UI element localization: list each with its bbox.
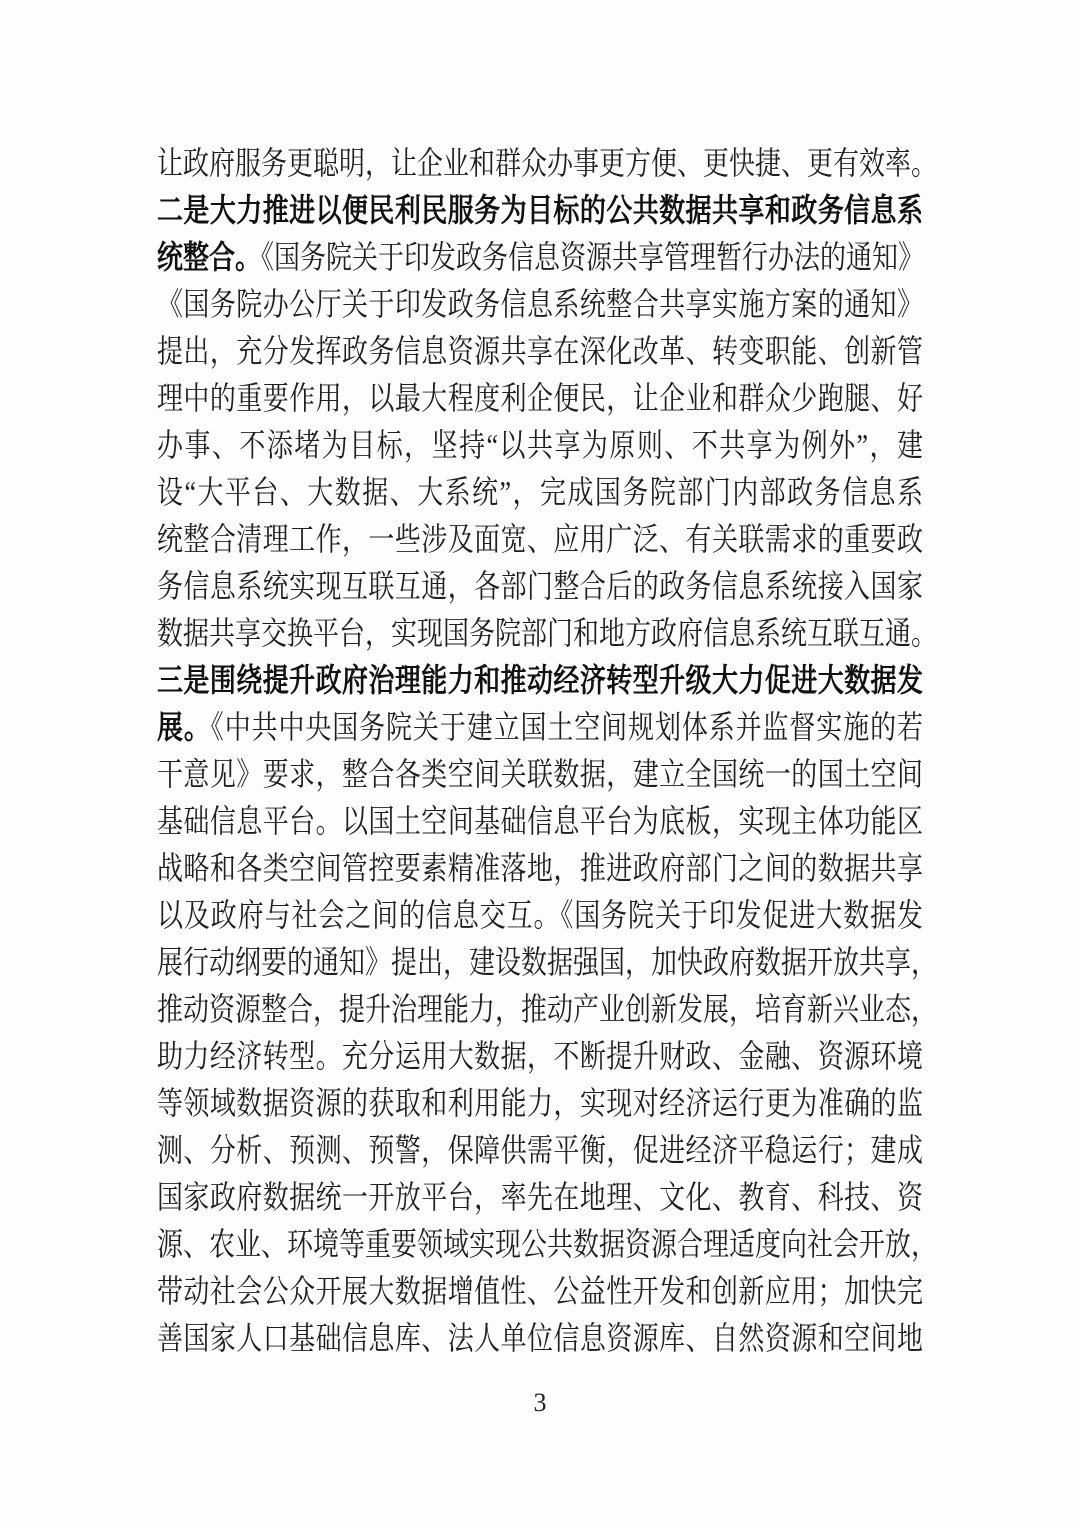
body-text-run: 干意见》要求，整合各类空间关联数据，建立全国统一的国土空间 [157,756,923,793]
body-text-run: 国家政府数据统一开放平台，率先在地理、文化、教育、科技、资 [157,1179,923,1216]
text-line [157,1310,923,1367]
body-text-run: 测、分析、预测、预警，保障供需平衡，促进经济平稳运行；建成 [157,1132,923,1169]
body-text-run: 等领域数据资源的获取和利用能力，实现对经济运行更为准确的监 [157,1085,923,1122]
body-text-run: 推动资源整合，提升治理能力，推动产业创新发展，培育新兴业态， [157,991,938,1028]
body-text-run: 基础信息平台。以国土空间基础信息平台为底板，实现主体功能区 [157,803,923,840]
body-text-run: 统整合清理工作，一些涉及面宽、应用广泛、有关联需求的重要政 [157,521,923,558]
bold-text-run: 展。 [157,709,211,746]
body-text-run: 战略和各类空间管控要素精准落地，推进政府部门之间的数据共享 [157,850,923,887]
body-text-run: 《国务院关于印发政务信息资源共享管理暂行办法的通知》 [261,239,925,276]
page-number: 3 [533,1388,547,1417]
bold-text-run: 二是大力推进以便民利民服务为目标的公共数据共享和政务信息系 [157,192,923,229]
body-text-run: 办事、不添堵为目标，坚持“以共享为原则、不共享为例外”，建 [157,427,923,464]
body-text-run: 以及政府与社会之间的信息交互。《国务院关于印发促进大数据发 [157,897,923,934]
body-text-run: 带动社会公众开展大数据增值性、公益性开发和创新应用；加快完 [157,1273,923,1310]
bold-text-run: 统整合。 [157,239,262,276]
body-text-run: 理中的重要作用，以最大程度利企便民，让企业和群众少跑腿、好 [157,380,923,417]
body-text-run: 数据共享交换平台，实现国务院部门和地方政府信息系统互联互通。 [157,615,938,652]
document-text-block [157,140,938,1362]
body-text-run: 让政府服务更聪明，让企业和群众办事更方便、更快捷、更有效率。 [157,145,938,182]
body-text-run: 善国家人口基础信息库、法人单位信息资源库、自然资源和空间地 [157,1320,923,1357]
body-text-run: 展行动纲要的通知》提出，建设数据强国，加快政府数据开放共享， [157,944,938,981]
body-text-run: 提出，充分发挥政务信息资源共享在深化改革、转变职能、创新管 [157,333,923,370]
body-text-run: 《中共中央国务院关于建立国土空间规划体系并监督实施的若 [210,709,923,746]
body-text-run: 《国务院办公厅关于印发政务信息系统整合共享实施方案的通知》 [157,286,923,323]
body-text-run: 源、农业、环境等重要领域实现公共数据资源合理适度向社会开放， [157,1226,938,1263]
body-text-run: 助力经济转型。充分运用大数据，不断提升财政、金融、资源环境 [157,1038,923,1075]
bold-text-run: 三是围绕提升政府治理能力和推动经济转型升级大力促进大数据发 [157,662,923,699]
body-text-run: 设“大平台、大数据、大系统”，完成国务院部门内部政务信息系 [157,474,923,511]
body-text-run: 务信息系统实现互联互通，各部门整合后的政务信息系统接入国家 [157,568,923,605]
